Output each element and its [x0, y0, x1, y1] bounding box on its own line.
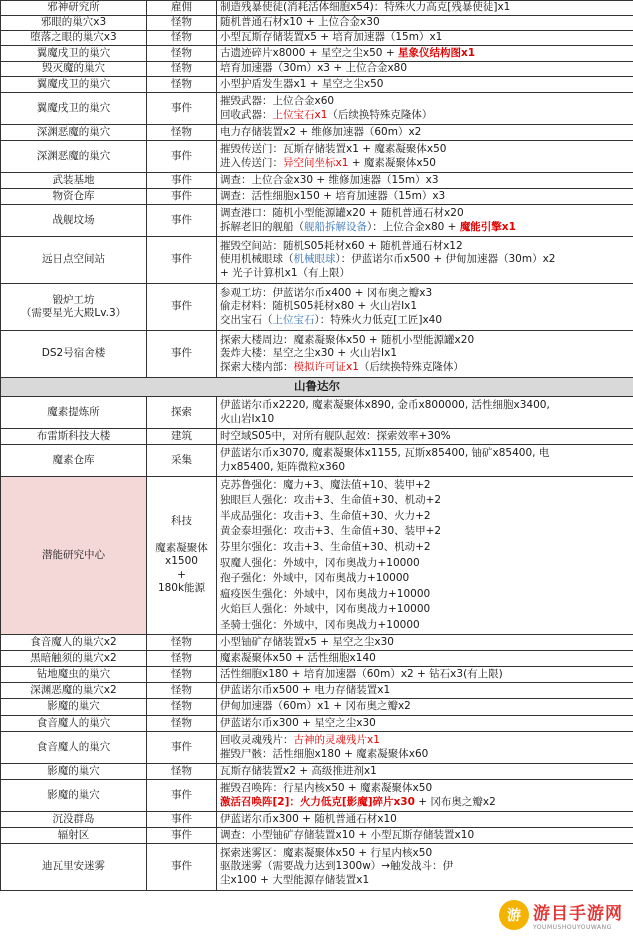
detail-text: 摧毁尸骸：活性细胞x180 + 魔素凝聚体x60 — [220, 747, 429, 760]
detail-line: 火焰巨人强化：外域中，冈布奥战力+10000 — [220, 603, 431, 616]
type-cell: 怪物 — [147, 16, 217, 31]
location-name: 毁灭魔的巢穴 — [42, 62, 105, 75]
detail-text: 调查：上位合金x30 + 维修加速器（15m）x3 — [220, 173, 439, 186]
table-row — [1, 46, 633, 62]
type-cell: 采集 — [147, 445, 217, 477]
watermark-logo-icon: 游 — [499, 900, 529, 930]
cost-line: + — [177, 568, 186, 581]
detail-text: 活性细胞x180 + 培育加速器（60m）x2 + 钻石x3(有上限) — [220, 667, 503, 680]
type-cell: 事件 — [147, 780, 217, 812]
detail-text: + 魔素凝聚体x50 — [348, 156, 436, 169]
detail-line — [220, 126, 630, 140]
cost-line: 180k能源 — [157, 582, 206, 595]
location-cell — [1, 205, 147, 237]
location-cell — [1, 16, 147, 31]
detail-line — [220, 16, 630, 30]
location-cell — [1, 141, 147, 173]
detail-line — [220, 874, 630, 888]
location-name: 战舰坟场 — [52, 213, 95, 226]
detail-line — [220, 221, 630, 235]
table-row — [1, 635, 633, 651]
detail-text: 使用机械眼球（ — [220, 253, 294, 266]
detail-cell — [217, 397, 633, 429]
table-row — [1, 699, 633, 716]
location-name: 翼魔戌卫的巢穴 — [36, 46, 111, 59]
detail-text: 火山岩Ⅰx10 — [220, 412, 275, 425]
type-cell: 探索 — [147, 397, 217, 429]
detail-line — [220, 700, 630, 714]
table-row — [1, 477, 633, 635]
location-cell — [1, 828, 147, 844]
detail-line — [220, 636, 630, 650]
table-row — [1, 445, 633, 477]
type-cell: 事件 — [147, 205, 217, 237]
detail-cell — [217, 477, 633, 635]
detail-text: 摧毁召唤阵：行星内核x50 + 魔素凝聚体x50 — [220, 782, 433, 794]
detail-text: 进入传送门： — [220, 156, 283, 169]
table-row — [1, 62, 633, 77]
location-requirement: （需要星光大殿Lv.3） — [20, 307, 127, 319]
detail-cell — [217, 173, 633, 189]
detail-cell — [217, 77, 633, 93]
location-name: 影魔的巢穴 — [47, 764, 100, 777]
table-row — [1, 651, 633, 667]
detail-line — [220, 334, 630, 348]
highlight-text: 上位宝石x1 — [272, 108, 328, 121]
detail-cell — [217, 635, 633, 651]
detail-text: 偷走材料：随机S05耗材x80 + 火山岩Ⅰx1 — [220, 300, 418, 313]
type-cell — [147, 477, 217, 635]
table-row — [1, 331, 633, 378]
detail-cell — [217, 16, 633, 31]
type-cell: 雇佣 — [147, 1, 217, 16]
detail-cell — [217, 732, 633, 764]
detail-text: 古遗迹碎片x8000 + 星空之尘x50 + — [220, 46, 398, 59]
location-cell — [1, 125, 147, 141]
detail-line: 圣骑士强化：外域中，冈布奥战力+10000 — [220, 618, 420, 631]
table-row — [1, 173, 633, 189]
detail-text: 摧毁空间站：随机S05耗材x60 + 随机普通石材x12 — [220, 239, 463, 252]
location-cell — [1, 780, 147, 812]
table-row — [1, 683, 633, 699]
detail-text: ）：上位合金x80 + — [367, 220, 460, 233]
detail-line — [220, 847, 630, 861]
table-row — [1, 284, 633, 331]
type-cell: 怪物 — [147, 667, 217, 683]
detail-line — [220, 765, 630, 779]
detail-line — [220, 829, 630, 843]
detail-text: （后续换特殊克隆体） — [358, 360, 464, 373]
location-cell — [1, 189, 147, 205]
detail-line: 独眼巨人强化：攻击+3、生命值+30、机动+2 — [220, 494, 442, 507]
detail-text: 拆解老旧的舰船（ — [220, 220, 304, 233]
type-cell: 怪物 — [147, 635, 217, 651]
type-cell: 事件 — [147, 173, 217, 189]
detail-line — [220, 734, 630, 748]
location-name: 深渊恶魔的巢穴 — [36, 125, 111, 138]
detail-text: 伊蓝诺尔币x300 + 随机普通石材x10 — [220, 812, 397, 825]
detail-line — [220, 287, 630, 301]
table-row — [1, 812, 633, 828]
type-cell: 怪物 — [147, 77, 217, 93]
table-row — [1, 716, 633, 732]
detail-line: 半成品强化：攻击+3、生命值+30、火力+2 — [220, 509, 431, 522]
detail-text: ）：特殊火力低克[工匠]x40 — [314, 313, 443, 326]
highlight-text: 异空间坐标x1 — [283, 156, 349, 169]
table-row — [1, 125, 633, 141]
location-name: 布雷斯科技大楼 — [36, 429, 111, 442]
location-name: 辐射区 — [57, 828, 90, 841]
detail-text: 驱散迷雾（需要战力达到1300w）→触发战斗：伊 — [220, 860, 454, 873]
type-cell: 事件 — [147, 189, 217, 205]
table-row — [1, 237, 633, 284]
location-name: DS2号宿舍楼 — [41, 347, 106, 360]
location-name: 锻炉工坊 — [52, 293, 95, 306]
highlight-text: 星象仪结构图x1 — [397, 46, 476, 59]
detail-line — [220, 143, 630, 157]
location-cell — [1, 93, 147, 125]
table-row — [1, 397, 633, 429]
detail-cell — [217, 699, 633, 716]
detail-line — [220, 190, 630, 204]
detail-line: 孢子强化：外域中，冈布奥战力+10000 — [220, 572, 410, 585]
type-cell: 事件 — [147, 844, 217, 891]
detail-line — [220, 796, 630, 810]
detail-line — [220, 860, 630, 874]
location-cell — [1, 1, 147, 16]
detail-line — [220, 240, 630, 254]
detail-text: 参观工坊：伊蓝诺尔币x400 + 冈布奥之瓣x3 — [220, 286, 433, 299]
location-name: 邪神研究所 — [47, 1, 100, 14]
highlight-text: 机械眼球 — [293, 253, 336, 266]
location-name: 武装基地 — [52, 173, 95, 186]
type-cell: 事件 — [147, 812, 217, 828]
location-cell — [1, 62, 147, 77]
detail-line — [220, 157, 630, 171]
location-cell — [1, 667, 147, 683]
detail-text: 魔素凝聚体x50 + 活性细胞x140 — [220, 651, 376, 664]
detail-cell — [217, 93, 633, 125]
detail-text: 探索大楼内部： — [220, 360, 294, 373]
type-cell: 事件 — [147, 732, 217, 764]
location-name: 物资仓库 — [52, 189, 95, 202]
table-row — [1, 31, 633, 46]
detail-line — [220, 267, 630, 281]
detail-cell — [217, 764, 633, 780]
detail-text: 轰炸大楼：星空之尘x30 + 火山岩Ⅰx1 — [220, 347, 398, 360]
location-name: 堕落之眼的巢穴x3 — [30, 31, 117, 44]
detail-text: 摧毁传送门：瓦斯存储装置x1 + 魔素凝聚体x50 — [220, 143, 447, 155]
location-cell — [1, 683, 147, 699]
highlight-text: 古神的灵魂残片x1 — [293, 734, 380, 746]
table-row — [1, 828, 633, 844]
detail-cell — [217, 445, 633, 477]
detail-cell — [217, 683, 633, 699]
location-name: 魔素仓库 — [52, 453, 95, 466]
detail-text: 随机普通石材x10 + 上位合金x30 — [220, 16, 380, 29]
detail-line — [220, 717, 630, 731]
location-cell — [1, 31, 147, 46]
detail-line: 芬里尔强化：攻击+3、生命值+30、机动+2 — [220, 540, 431, 553]
detail-line — [220, 430, 630, 444]
type-cell: 怪物 — [147, 31, 217, 46]
detail-cell — [217, 125, 633, 141]
type-cell: 事件 — [147, 141, 217, 173]
detail-text: 伊蓝诺尔币x3070, 魔素凝聚体x1155, 瓦斯x85400, 铀矿x85400, 电 — [220, 447, 550, 459]
detail-cell — [217, 1, 633, 16]
cost-line: 科技 — [171, 515, 192, 528]
table-row — [1, 429, 633, 445]
detail-cell — [217, 284, 633, 331]
section-title: 山鲁达尔 — [1, 378, 633, 397]
detail-text: 小型护盾发生器x1 + 星空之尘x50 — [220, 77, 384, 90]
cost-line: 魔素凝聚体 — [155, 541, 208, 554]
location-cell — [1, 844, 147, 891]
type-cell: 事件 — [147, 331, 217, 378]
detail-line — [220, 361, 630, 375]
detail-line — [220, 347, 630, 361]
location-cell — [1, 46, 147, 62]
table-row — [1, 141, 633, 173]
detail-text: 小型瓦斯存储装置x5 + 培育加速器（15m）x1 — [220, 31, 443, 44]
location-name: 迪瓦里安迷雾 — [42, 860, 105, 873]
detail-cell — [217, 667, 633, 683]
detail-text: 伊蓝诺尔币x500 + 电力存储装置x1 — [220, 683, 391, 696]
detail-cell — [217, 828, 633, 844]
detail-text: 制造残暴使徒(消耗活体细胞x54)：特殊火力高克[残暴使徒]x1 — [220, 1, 511, 14]
location-cell — [1, 635, 147, 651]
detail-line — [220, 31, 630, 45]
table-row — [1, 16, 633, 31]
detail-text: 探索迷雾区：魔素凝聚体x50 + 行星内核x50 — [220, 846, 433, 859]
location-cell — [1, 445, 147, 477]
detail-line — [220, 95, 630, 109]
detail-text: 瓦斯存储装置x2 + 高级推进剂x1 — [220, 764, 377, 777]
detail-cell — [217, 46, 633, 62]
type-cell: 怪物 — [147, 46, 217, 62]
table-row — [1, 764, 633, 780]
detail-line — [220, 109, 630, 123]
highlight-text: 舰船拆解设备 — [304, 220, 367, 233]
detail-line — [220, 47, 630, 61]
detail-text: 尘x100 + 大型能源存储装置x1 — [220, 873, 370, 886]
location-cell — [1, 716, 147, 732]
detail-text: + 冈布奥之瓣x2 — [414, 795, 496, 808]
location-name: 深渊恶魔的巢穴 — [36, 149, 111, 162]
detail-cell — [217, 237, 633, 284]
location-cell — [1, 397, 147, 429]
detail-line — [220, 413, 630, 427]
detail-line — [220, 813, 630, 827]
detail-text: 调查港口：随机小型能源罐x20 + 随机普通石材x20 — [220, 207, 464, 219]
cost-line — [150, 529, 213, 542]
detail-text: 调查：活性细胞x150 + 培育加速器（15m）x3 — [220, 189, 446, 202]
type-cell: 怪物 — [147, 651, 217, 667]
detail-text: 电力存储装置x2 + 维修加速器（60m）x2 — [220, 125, 422, 138]
detail-line — [220, 668, 630, 682]
detail-line — [220, 314, 630, 328]
type-cell: 怪物 — [147, 62, 217, 77]
detail-line — [220, 62, 630, 76]
cost-line: x1500 — [165, 555, 198, 568]
table-row — [1, 844, 633, 891]
detail-cell — [217, 716, 633, 732]
highlight-text: 模拟许可证x1 — [293, 360, 359, 373]
detail-line: 瘟疫医生强化：外域中，冈布奥战力+10000 — [220, 587, 431, 600]
location-name: 沉没群岛 — [52, 812, 95, 825]
detail-cell — [217, 189, 633, 205]
detail-text: 伊蓝诺尔币x300 + 星空之尘x30 — [220, 716, 376, 729]
detail-text: 力x85400, 矩阵微粒x360 — [220, 460, 346, 473]
detail-cell — [217, 780, 633, 812]
location-name: 黑暗触须的巢穴x2 — [30, 651, 117, 664]
location-cell — [1, 812, 147, 828]
type-cell: 事件 — [147, 828, 217, 844]
location-cell: 潜能研究中心 — [1, 477, 147, 635]
location-cell — [1, 77, 147, 93]
table-row — [1, 667, 633, 683]
detail-line — [220, 1, 630, 15]
detail-line — [220, 253, 630, 267]
detail-text: ）：伊蓝诺尔币x500 + 伊甸加速器（30m）x2 — [335, 253, 556, 266]
location-name: 魔素提炼所 — [47, 405, 100, 418]
detail-text: 摧毁武器：上位合金x60 — [220, 95, 335, 107]
detail-line — [220, 399, 630, 413]
detail-text: 时空域S05中，对所有舰队起效：探索效率+30% — [220, 429, 451, 442]
location-name: 食音魔人的巢穴 — [36, 740, 111, 753]
location-name: 食音魔人的巢穴x2 — [30, 635, 117, 648]
table-row — [1, 189, 633, 205]
location-name: 影魔的巢穴 — [47, 700, 100, 713]
detail-cell — [217, 331, 633, 378]
location-cell — [1, 764, 147, 780]
type-cell: 怪物 — [147, 716, 217, 732]
detail-cell — [217, 141, 633, 173]
detail-cell — [217, 812, 633, 828]
type-cell: 事件 — [147, 284, 217, 331]
location-name: 邪眼的巢穴x3 — [40, 16, 107, 29]
location-name: 远日点空间站 — [42, 253, 105, 266]
location-cell — [1, 699, 147, 716]
detail-cell — [217, 205, 633, 237]
type-cell: 事件 — [147, 237, 217, 284]
table-row — [1, 205, 633, 237]
detail-cell — [217, 31, 633, 46]
type-cell: 怪物 — [147, 764, 217, 780]
detail-line — [220, 174, 630, 188]
location-cell — [1, 429, 147, 445]
type-cell: 怪物 — [147, 125, 217, 141]
location-cell — [1, 651, 147, 667]
detail-text: 调查：小型铀矿存储装置x10 + 小型瓦斯存储装置x10 — [220, 828, 475, 841]
detail-text: 小型铀矿存储装置x5 + 星空之尘x30 — [220, 635, 394, 648]
detail-text: + 光子计算机x1（有上限） — [220, 266, 351, 279]
table-row — [1, 1, 633, 16]
highlight-text: 魔能引擎x1 — [459, 220, 516, 233]
detail-line — [220, 78, 630, 92]
location-cell — [1, 284, 147, 331]
detail-text: 回收灵魂残片： — [220, 734, 294, 746]
detail-text: 探索大楼周边：魔素凝聚体x50 + 随机小型能源罐x20 — [220, 333, 475, 346]
location-cell — [1, 173, 147, 189]
type-cell: 怪物 — [147, 683, 217, 699]
detail-line — [220, 461, 630, 475]
watermark-title: 游目手游网 — [533, 904, 623, 924]
location-name: 食音魔人的巢穴 — [36, 716, 111, 729]
table-row — [1, 93, 633, 125]
table-row — [1, 780, 633, 812]
table-row — [1, 77, 633, 93]
detail-text: 回收武器： — [220, 108, 273, 121]
location-name: 钻地魔虫的巢穴 — [36, 667, 111, 680]
detail-line — [220, 748, 630, 762]
detail-line — [220, 207, 630, 221]
watermark — [495, 897, 627, 933]
detail-line — [220, 684, 630, 698]
type-cell: 事件 — [147, 93, 217, 125]
detail-text: 伊蓝诺尔币x2220, 魔素凝聚体x890, 金币x800000, 活性细胞x3400, — [220, 399, 550, 411]
location-name: 深渊恶魔的巢穴x2 — [30, 683, 117, 696]
location-cell — [1, 331, 147, 378]
type-cell: 怪物 — [147, 699, 217, 716]
section-header-row — [1, 378, 633, 397]
type-cell: 建筑 — [147, 429, 217, 445]
detail-line: 驭魔人强化：外域中，冈布奥战力+10000 — [220, 556, 420, 569]
highlight-text: 上位宝石 — [272, 313, 315, 326]
detail-text: 交出宝石（ — [220, 313, 273, 326]
detail-cell — [217, 62, 633, 77]
detail-text: （后续换特殊克隆体） — [327, 108, 433, 121]
detail-text: 伊甸加速器（60m）x1 + 冈布奥之瓣x2 — [220, 700, 411, 713]
detail-line — [220, 300, 630, 314]
watermark-subtitle: YOUMUSHOUYOUWANG — [533, 924, 612, 931]
highlight-text: 激活召唤阵[2]：火力低克[影魔]碎片x30 — [220, 795, 415, 808]
detail-line: 黄金泰坦强化：攻击+3、生命值+30、装甲+2 — [220, 525, 442, 538]
detail-line — [220, 782, 630, 796]
detail-line: 克苏鲁强化：魔力+3、魔法值+10、装甲+2 — [220, 478, 431, 491]
detail-cell — [217, 651, 633, 667]
detail-text: 培育加速器（30m）x3 + 上位合金x80 — [220, 62, 408, 75]
location-name: 影魔的巢穴 — [47, 788, 100, 801]
location-cell — [1, 237, 147, 284]
detail-cell — [217, 429, 633, 445]
location-name: 翼魔戌卫的巢穴 — [36, 101, 111, 114]
detail-cell — [217, 844, 633, 891]
detail-line — [220, 652, 630, 666]
detail-line — [220, 447, 630, 461]
location-cell — [1, 732, 147, 764]
location-name: 翼魔戌卫的巢穴 — [36, 77, 111, 90]
table-row — [1, 732, 633, 764]
